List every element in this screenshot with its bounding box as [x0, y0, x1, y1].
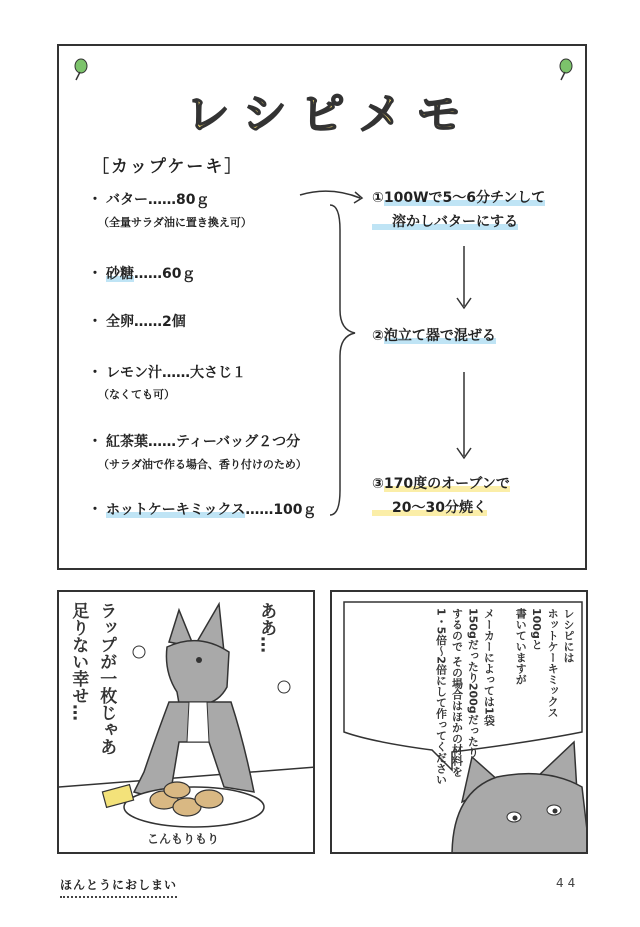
ingredient-amount: 大さじ１: [190, 365, 246, 381]
ingredient-amount: 80ｇ: [176, 192, 210, 208]
ingredient-leader: ……: [162, 365, 190, 381]
step-text: 170度のオーブンで: [383, 476, 510, 492]
ingredient-name: 全卵: [106, 314, 134, 330]
ingredient-amount: 100ｇ: [273, 502, 317, 518]
ingredient-name: 紅茶葉: [106, 434, 148, 450]
ingredient-leader: ……: [245, 502, 274, 518]
ingredient-amount: 60ｇ: [162, 266, 196, 282]
comic-panel-left: [57, 590, 315, 854]
monologue-text: ラップが一枚じゃあ: [96, 602, 117, 755]
step-text: 20～30分焼く: [372, 500, 487, 516]
ingredient-name: 砂糖: [106, 266, 134, 282]
ingredient-leader: ……: [148, 434, 176, 450]
ingredient-pancake-mix: ・ ホットケーキミックス……100ｇ: [88, 502, 317, 518]
ingredient-amount: ティーバッグ２つ分: [176, 434, 301, 450]
wolf-chest: [187, 702, 209, 742]
ingredient-name: レモン汁: [106, 365, 162, 381]
down-arrow-icon: [457, 246, 471, 308]
ingredient-butter: ・ バター……80ｇ: [88, 192, 210, 208]
wolf-eye: [196, 657, 202, 663]
ingredient-egg: ・ 全卵……2個: [88, 314, 186, 330]
ingredient-tea-leaves: ・ 紅茶葉……ティーバッグ２つ分: [88, 434, 301, 450]
step-2: ②泡立て器で混ぜる: [372, 328, 496, 344]
ingredient-leader: ……: [148, 192, 176, 208]
step-3: ③170度のオーブンで 20～30分焼く: [372, 476, 510, 516]
step-text: 溶かしバターにする: [372, 214, 518, 230]
sound-caption: こんもりもり: [147, 832, 220, 846]
ingredient-note: （全量サラダ油に置き換え可）: [98, 216, 252, 229]
ingredient-sugar: ・ 砂糖……60ｇ: [88, 266, 196, 282]
brace-line: [300, 191, 362, 203]
monologue-text: 足りない幸せ…: [68, 602, 89, 721]
step-1: ①100Wで5～6分チンして 溶かしバターにする: [372, 190, 546, 230]
comic-panel-right: [330, 590, 588, 854]
ingredient-name: ホットケーキミックス: [106, 502, 246, 518]
cupcake: [164, 782, 190, 798]
footer-title: ほんとうにおしまい: [60, 876, 177, 898]
ingredient-lemon-juice: ・ レモン汁……大さじ１: [88, 365, 246, 381]
memo-title: レシピメモ: [185, 89, 475, 140]
recipe-name: ［カップケーキ］: [92, 157, 244, 177]
flower-icon: [133, 646, 145, 658]
page-number: 44: [556, 876, 580, 890]
speech-text: ああ…: [256, 602, 277, 653]
ingredient-amount: 2個: [162, 314, 186, 330]
brace: [330, 205, 355, 515]
down-arrow-icon: [457, 372, 471, 458]
balloon-text: レシピには ホットケーキミックス 100gと 書いていますが メーカーによっては1袋 150gだったり200gだったり するので その場合はほかの材料を 1・5倍～2倍にして作ってください: [434, 608, 575, 785]
ingredient-name: バター: [106, 192, 148, 208]
cupcake: [195, 790, 223, 808]
step-text: 100Wで5～6分チンして: [383, 190, 546, 206]
ingredient-note: （なくても可）: [98, 388, 175, 401]
step-text: 泡立て器で混ぜる: [383, 328, 496, 344]
ingredient-leader: ……: [134, 266, 162, 282]
flower-icon: [278, 681, 290, 693]
ingredient-note: （サラダ油で作る場合、香り付けのため）: [98, 458, 307, 471]
ingredient-leader: ……: [134, 314, 162, 330]
